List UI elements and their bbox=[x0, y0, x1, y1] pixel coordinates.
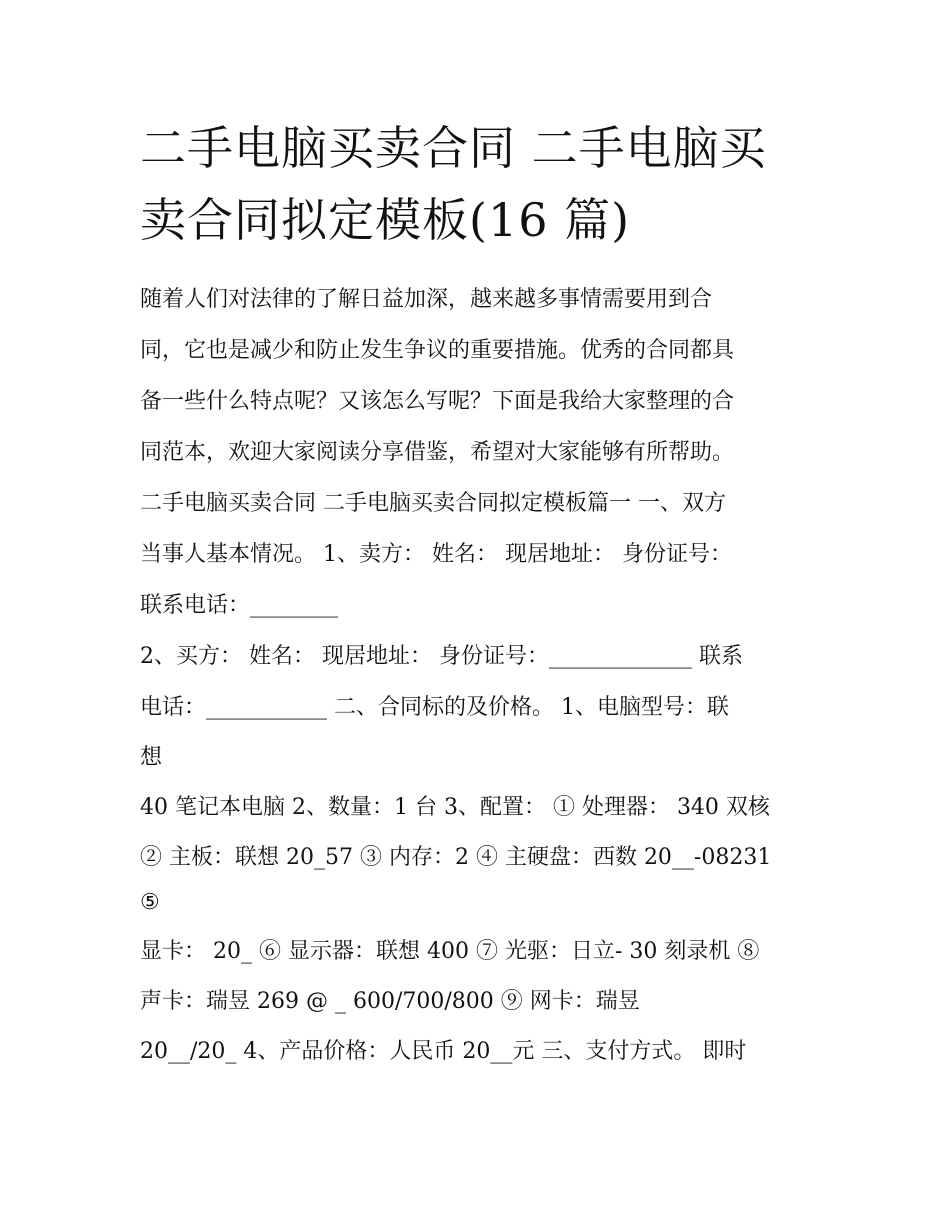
body-line-11: 40 笔记本电脑 2、数量：1 台 3、配置： ① 处理器： 340 双核 bbox=[140, 795, 770, 820]
body-line-1: 随着人们对法律的了解日益加深，越来越多事情需要用到合 bbox=[140, 287, 713, 312]
body-line-12: ② 主板：联想 20_57 ③ 内存：2 ④ 主硬盘：西数 20__-08231 bbox=[140, 845, 772, 870]
body-line-5: 二手电脑买卖合同 二手电脑买卖合同拟定模板篇一 一、双方 bbox=[140, 491, 726, 516]
body-line-14: 显卡： 20_ ⑥ 显示器：联想 400 ⑦ 光驱：日立- 30 刻录机 ⑧ bbox=[140, 939, 760, 964]
body-line-6: 当事人基本情况。 1、卖方： 姓名： 现居地址： 身份证号： bbox=[140, 542, 732, 567]
body-line-7: 联系电话：________ bbox=[140, 593, 339, 618]
body-line-4: 同范本，欢迎大家阅读分享借鉴，希望对大家能够有所帮助。 bbox=[140, 440, 735, 465]
document-title bbox=[140, 112, 820, 256]
title-line-1: 二手电脑买卖合同 二手电脑买 bbox=[140, 121, 767, 175]
title-line-2: 卖合同拟定模板(16 篇) bbox=[140, 193, 631, 247]
body-line-16: 20__/20_ 4、产品价格：人民币 20__元 三、支付方式。 即时 bbox=[140, 1039, 747, 1064]
body-line-9: 电话：___________ 二、合同标的及价格。 1、电脑型号：联 bbox=[140, 695, 729, 720]
body-line-2: 同，它也是减少和防止发生争议的重要措施。优秀的合同都具 bbox=[140, 338, 735, 363]
body-line-13: ⑤ bbox=[140, 890, 160, 915]
body-line-15: 声卡：瑞昱 269 @ _ 600/700/800 ⑨ 网卡：瑞昱 bbox=[140, 989, 640, 1014]
body-line-8: 2、买方： 姓名： 现居地址： 身份证号：_____________ 联系 bbox=[140, 644, 743, 669]
body-line-10: 想 bbox=[140, 745, 163, 770]
body-line-3: 备一些什么特点呢？又该怎么写呢？下面是我给大家整理的合 bbox=[140, 389, 735, 414]
